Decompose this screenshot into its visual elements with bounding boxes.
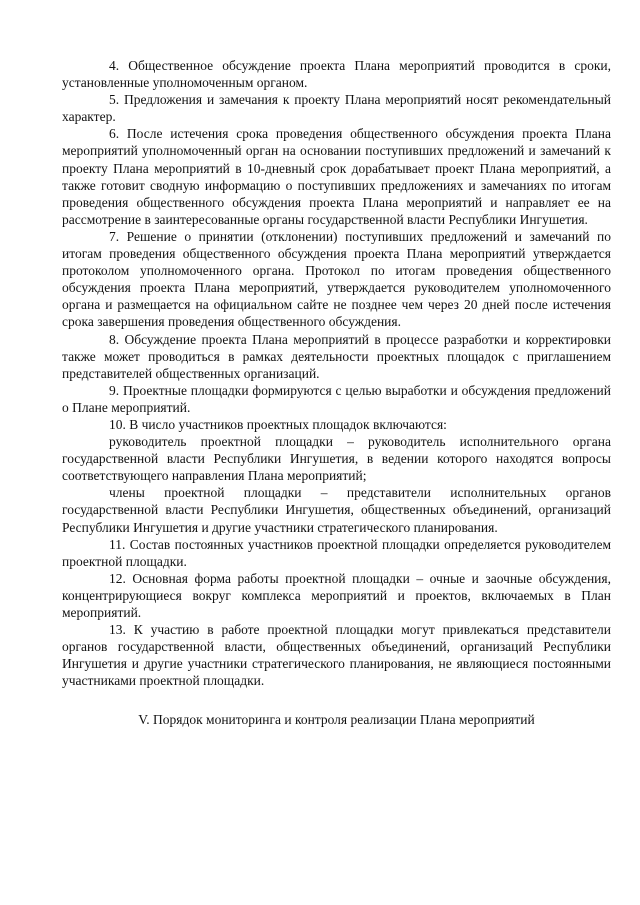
document-page: [62, 57, 611, 729]
paragraph-7: 7. Решение о принятии (отклонении) поступивших предложений и замечаний по итогам проведения общественного обсуждения проекта Плана мероприятий утверждается протоколом уполномоченного органа. Протокол по итогам проведения общественного обсуждения проекта Плана мероприятий, утверждается руководителем уполномоченного органа и размещается на официальном сайте не позднее чем через 20 дней после истечения срока завершения проведения общественного обсуждения.: [62, 228, 611, 330]
paragraph-8: 8. Обсуждение проекта Плана мероприятий в процессе разработки и корректировки также может проводиться в рамках деятельности проектных площадок с приглашением представителей общественных организаций.: [62, 331, 611, 381]
list-item-project-members: члены проектной площадки – представители исполнительных органов государственной власти Республики Ингушетия, общественных объединений, организаций Республики Ингушетия и другие участники стратегического планирования.: [62, 485, 611, 535]
paragraph-6: 6. После истечения срока проведения общественного обсуждения проекта Плана мероприятий уполномоченный орган на основании поступивших предложений и замечаний к проекту Плана мероприятий в 10-дневный срок дорабатывает проект Плана мероприятий, а также готовит сводную информацию о поступивших предложениях и замечаниях по итогам проведения общественного обсуждения проекта Плана мероприятий и направляет ее на рассмотрение в заинтересованные органы государственной власти Республики Ингушетия.: [62, 126, 611, 227]
list-item-project-lead: руководитель проектной площадки – руководитель исполнительного органа государственной власти Республики Ингушетия, в ведении которого находятся вопросы соответствующего направления Плана мероприятий;: [62, 434, 611, 484]
paragraph-13: 13. К участию в работе проектной площадки могут привлекаться представители органов государственной власти, общественных объединений, организаций Республики Ингушетия и другие участники стратегического планирования, не являющиеся постоянными участниками проектной площадки.: [62, 622, 611, 689]
paragraph-5: 5. Предложения и замечания к проекту Плана мероприятий носят рекомендательный характер.: [62, 92, 611, 125]
paragraph-9: 9. Проектные площадки формируются с целью выработки и обсуждения предложений о Плане мероприятий.: [62, 382, 611, 415]
paragraph-4: 4. Общественное обсуждение проекта Плана мероприятий проводится в сроки, установленные уполномоченным органом.: [62, 58, 611, 91]
section-heading: V. Порядок мониторинга и контроля реализации Плана мероприятий: [138, 712, 535, 728]
paragraph-10: 10. В число участников проектных площадок включаются:: [109, 416, 447, 432]
paragraph-12: 12. Основная форма работы проектной площадки – очные и заочные обсуждения, концентрирующиеся вокруг комплекса мероприятий и проектов, включаемых в План мероприятий.: [62, 570, 611, 620]
paragraph-11: 11. Состав постоянных участников проектной площадки определяется руководителем проектной площадки.: [62, 536, 611, 569]
